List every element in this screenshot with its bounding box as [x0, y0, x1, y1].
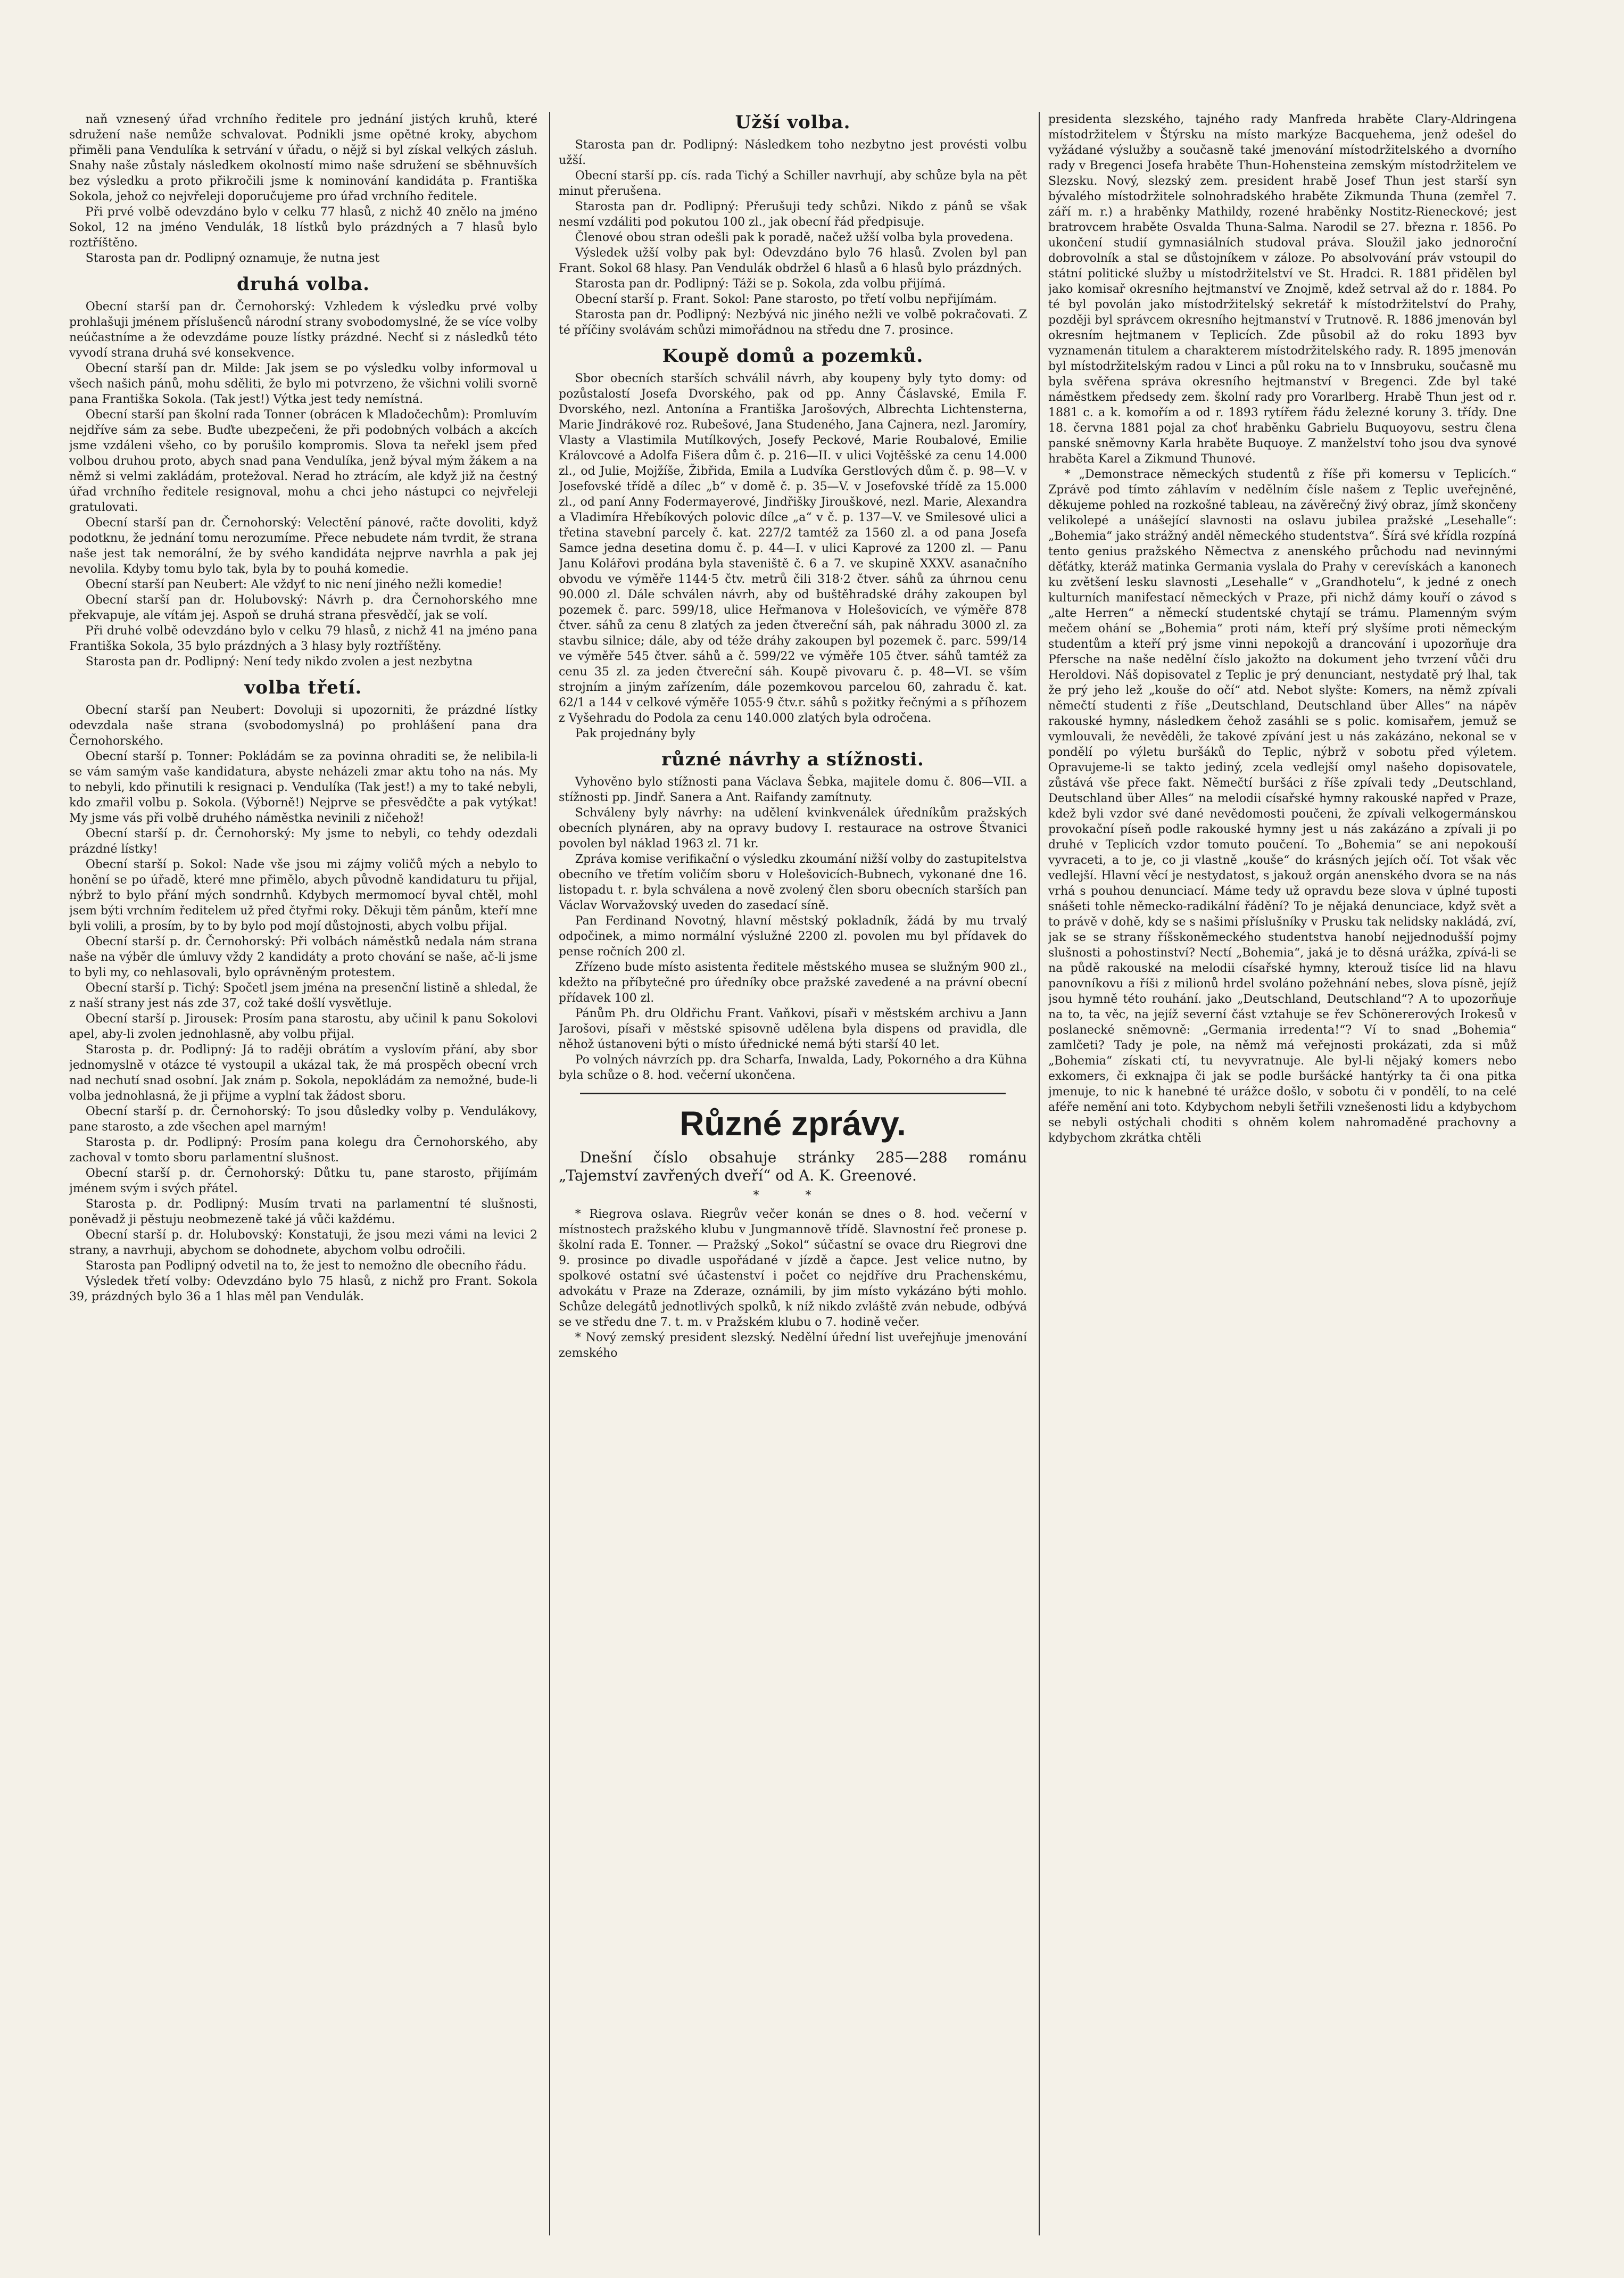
paragraph: * Riegrova oslava. Riegrův večer konán se dnes o 8. hod. večerní v místnostech pražského klubu v Jungmannově třídě. Slavnostní řeč pronese p. školní rada E. Tonner. — Pražský „Sokol“ súčastní se ovace dru Riegrovi dne 9. prosince po divadle uspořádané v jízdě a čapce. Jest velice nutno, by spolkové ostatní své účastenství i počet co nejdříve dru Prachenskému, advokátu v Praze na Zderaze, oznámili, by jim místo vykázáno býti mohlo. Schůze delegátů jednotlivých spolků, k níž nikdo zvláště zván nebude, odbývá se ve středu dne 7. t. m. v Pražském klubu o 7. hodině večer.	[559, 1208, 1027, 1329]
paragraph: Obecní starší pan dr. Milde: Jak jsem se po výsledku volby informoval u všech našich pánů, mohu sděliti, že bylo mi potvrzeno, že všichni volili svorně pana Františka Sokola. (Tak jest!) Výtka jest tedy nemístná.	[69, 362, 537, 406]
paragraph: Starosta pan dr. Podlipný: Následkem toho nezbytno jest provésti volbu užší.	[559, 138, 1027, 167]
paragraph: Obecní starší p. Sokol: Nade vše jsou mi zájmy voličů mých a nebylo to honění se po úřadě, které mne přimělo, abych původně kandidaturu tu přijal, nýbrž to bylo přání mých sondrnhů. Kdybych mermomocí byval chtěl, mohl jsem býti vrchním ředitelem už před čtyřmi roky. Děkuji těm pánům, kteří mne byli volili, a prosím, by to by bylo pod mojí důstojnosti, abych volbu přijal.	[69, 858, 537, 933]
section-heading: různé návrhy a stížnosti.	[661, 749, 924, 770]
column-2	[559, 112, 1027, 2235]
section-divider	[580, 1093, 1006, 1094]
paragraph: Obecní starší p. dr. Černohorský: My jsme to nebyli, co tehdy odezdali prázdné lístky!	[69, 827, 537, 856]
paragraph: Zpráva komise verifikační o výsledku zkoumání nižší volby do zastupitelstva obecního ve třetím voličím sboru v Holešovicích-Bubnech, vykonané dne 16. listopadu t. r. byla schválena a nově zvolený člen sboru obecních starších pan Václav Worvažovský uveden do zasedací síně.	[559, 853, 1027, 912]
paragraph: presidenta slezského, tajného rady Manfreda hraběte Clary-Aldringena místodržitelem v Štýrsku na místo markýze Bacquehema, jenž odešel do vyžádané výslužby a současně také jmenování místodržitelského a dvorního rady v Bregenci Josefa hraběte Thun-Hohensteina zemským místodržitelem ve Slezsku. Nový, slezský zem. president hrabě Josef Thun jest starší syn bývalého místodržitele solnohradského hraběte Zikmunda Thuna (zemřel 7. září m. r.) a hraběnky Mathildy, rozené hraběnky Nostitz-Rieneckové; jest bratrovcem hraběte Osvalda Thuna-Salma. Narodil se 27. března r. 1856. Po ukončení studií gymnasiálních studoval práva. Sloužil jako jednoroční dobrovolník a stal se důstojníkem v záloze. Po absolvování práv vstoupil do státní politické služby u místodržitelství ve St. Hradci. R. 1881 přidělen byl jako komisař okresního hejtmanství ve Znojmě, kdež setrval až do r. 1884. Po té byl povolán jako místodržitelský sekretář k místodržitelství do Prahy, později byl správcem okresního hejtmanství v Trutnově. R. 1886 jmenován byl okresním hejtmanem v Teplicích. Zde působil až do roku 1893 byv vyznamenán titulem a charakterem místodržitelského rady. R. 1895 jmenován byl místodržitelským radou v Linci a půl roku na to v Innsbruku, současně mu byla svěřena správa okresního hejtmanství v Bregenci. Zde byl také náměstkem předsedy zem. školní rady pro Vorarlberg. Hrabě Thun jest od r. 1881 c. a k. komořím a od r. 1893 rytířem řádu železné koruny 3. třídy. Dne 18. června 1881 pojal za choť hraběnku Gabrielu Buquoyovu, sestru člena panské sněmovny Karla hraběte Buquoye. Z manželství toho jsou dva synové hraběta Karel a Zikmund Thunové.	[1048, 113, 1517, 466]
paragraph: Výsledek třetí volby: Odevzdáno bylo 75 hlasů, z nichž pro Frant. Sokola 39, prázdných bylo 36 a 1 hlas měl pan Vendulák.	[69, 1275, 537, 1303]
paragraph: Obecní starší pan dr. Holubovský: Návrh p. dra Černohorského mne překvapuje, ale vítám jej. Aspoň se druhá strana přesvědčí, jak se volí.	[69, 593, 537, 622]
newspaper-page	[69, 112, 1580, 2235]
asterism: * *	[753, 1189, 833, 1202]
paragraph: Starosta pan dr. Podlipný oznamuje, že nutna jest	[85, 252, 380, 265]
paragraph: Pan Ferdinand Novotný, hlavní městský pokladník, žádá by mu trvalý odpočinek, a mimo normální výslužné 2200 zl. povolen mu byl přídavek do pense ročních 200 zl.	[559, 914, 1027, 959]
section-heading: Užší volba.	[735, 112, 851, 133]
paragraph: Členové obou stran odešli pak k poradě, načež užší volba byla provedena.	[575, 231, 1014, 244]
paragraph: Starosta pan Podlipný odvetil na to, že jest to nemožno dle obecního řádu.	[85, 1259, 527, 1273]
section-heading: Koupě domů a pozemků.	[662, 345, 924, 367]
paragraph: Po volných návrzích pp. dra Scharfa, Inwalda, Lady, Pokorného a dra Kühna byla schůze o 8. hod. večerní ukončena.	[559, 1053, 1027, 1082]
paragraph: Obecní starší pan dr. Černohorský: Vzhledem k výsledku prvé volby prohlašuji jménem příslušenců národní strany svobodomyslné, že se více volby neúčastníme a že odevzdáme pouze lístky prázdné. Nechť si z následků této vyvodí strana druhá své konsekvence.	[69, 300, 537, 360]
paragraph: Starosta p. dr. Podlipný: Musím trvati na parlamentní té slušnosti, poněvadž ji pěstuju neobmezeně také já vůči každému.	[69, 1198, 537, 1226]
column-1	[69, 112, 537, 2235]
paragraph: Obecní starší pan dr. Černohorský: Velectění pánové, račte dovoliti, když podotknu, že jednání tomu nerozumíme. Přece nebudete nám tvrdit, že strana naše jest tak nemorální, že by svého kandidáta nejprve navrhla a pak jej nevolila. Kdyby tomu bylo tak, byla by to pouhá komedie.	[69, 516, 537, 576]
section-heading: volba třetí.	[244, 677, 362, 698]
paragraph: naň vznesený úřad vrchního ředitele pro jednání jistých kruhů, které sdružení naše nemůže schvalovat. Podnikli jsme opětné kroky, abychom přiměli pana Vendulíka k setrvání v úřadu, o nějž si byl získal velkých zásluh. Snahy naše zůstaly následkem okolností mimo naše sdružení se sběhnuvších bez výsledku a proto přikročili jsme k nominování kandidáta p. Františka Sokola, jehož co nejvřeleji doporučujeme pro úřad vrchního ředitele.	[69, 113, 537, 203]
paragraph: Obecní starší p. Frant. Sokol: Pane starosto, po třetí volbu nepřijímám.	[575, 293, 997, 306]
paragraph: Obecní starší p. Tonner: Pokládám se za povinna ohraditi se, že nelibila-li se vám samým vaše kandidatura, abyste neházeli zmar aktu toho na nás. My to nebyli, kdo přinutili k resignaci p. Vendulíka (Tak jest!) a my to také nebyli, kdo zmařil volbu p. Sokola. (Výborně!) Nejprve se přesvědčte a pak vytýkat! My jsme vás při volbě druhého náměstka nevinili z ničehož!	[69, 750, 537, 825]
paragraph: Obecní starší p. dr. Černohorský: Důtku tu, pane starosto, přijímám jménem svým i svých přátel.	[69, 1167, 537, 1195]
paragraph: Sbor obecních starších schválil návrh, aby koupeny byly tyto domy: od pozůstalostí Josefa Dvorského, pak od pp. Anny Čáslavské, Emila F. Dvorského, nezl. Antonína a Františka Jarošových, Albrechta Lichtensterna, Marie Jindrákové roz. Rubešové, Jana Studeného, Jana Cajnera, nezl. Jaromíry, Vlasty a Vlastimila Mutílkových, Josefy Peckové, Marie Roubalové, Emilie Královcové a Adolfa Fišera dům č. p. 216—II. v ulici Vojtěšské za cenu 14.000 zl., od Julie, Mojžíše, Žibřida, Emila a Ludvíka Gerstlových dům č. p. 98—V. v Josefovské třídě a díleс „b“ v domě č. p. 35—V. v Josefovské třídě za 15.000 zl., od paní Anny Fodermayerové, Jindřišky Jirouškové, nezl. Marie, Alexandra a Vladimíra Hřebíkových polovic dílce „a“ v č. p. 137—V. ve Smilesové ulici a třetina stavební parcely č. kat. 227/2 tamtéž za 1560 zl. a od pana Josefa Samce jedna desetina domu č. p. 44—I. v ulici Kaprové za 1200 zl. — Panu Janu Kolářovi prodána byla staveniště č. 6 a 7. ve skupině XXXV. asanačního obvodu ve výměře 1144·5 čtv. metrů čili 318·2 čtver. sáhů za úhrnou cenu 90.000 zl. Dále schválen návrh, aby od buštěhradské dráhy zakoupen byl pozemek č. parc. 599/18, ulice Heřmanova v Holešovicích, ve výměře 878 čtver. sáhů za cenu 8 zlatých za jeden čtvereční sáh, pak náhradu 3000 zl. za stavbu silnice; dále, aby od téže dráhy zakoupen byl pozemek č. parc. 599/14 ve výměře 545 čtver. sáhů a č. 599/22 ve výměře 105 čtver. sáhů tamtéž za cenu 35 zl. za jeden čtvereční sáh. Koupě pivovaru č. p. 48—VI. se vším strojním a jiným zařízením, dále pozemkovou parcelou 60, zahradu č. kat. 62/1 a 144 v celkové výměře 1055·9 čtv.r. sáhů s požitky řečnými a s příhozem z Vyšehradu do Podola za cenu 140.000 zlatých byla odročena.	[559, 372, 1027, 725]
paragraph: Starosta pan dr. Podlipný: Není tedy nikdo zvolen a jest nezbytna	[85, 655, 473, 668]
paragraph: Obecní starší pan školní rada Tonner (obrácen k Mladočechům): Promluvím nejdříve sám za sebe. Buďte ubezpečeni, že při podobných volbách a akcích jsme vzdáleni všeho, co by porušilo kompromis. Slova ta neřekl jsem před volbou druhou proto, abych snad pana Vendulíka, jenž býval mým žákem a na němž si velmi zakládám, protežoval. Nerad ho ztrácím, ale když již na čestný úřad vrchního ředitele resignoval, mohu a chci jeho nástupci co nejvřeleji gratulovati.	[69, 408, 537, 514]
lead-paragraph: Dnešní číslo obsahuje stránky 285—288 románu „Tajemství zavřených dveří“ od A. K. Greenové.	[559, 1149, 1027, 1184]
paragraph: Obecní starší pan Neubert: Ale vždyť to nic není jiného nežli komedie!	[85, 578, 503, 591]
paragraph: Obecní starší p. dr. Černohorský: To jsou důsledky volby p. Vendulákovy, pane starosto, a zde všechen apel marným!	[69, 1105, 537, 1134]
big-heading: Různé zprávy.	[680, 1104, 906, 1143]
paragraph: Obecní starší p. dr. Holubovský: Konstatuji, že jsou mezi vámi na levici 2 strany, a navrhuji, abychom se dohodnete, abychom volbu odročili.	[69, 1228, 537, 1257]
section-heading: druhá volba.	[237, 274, 370, 295]
paragraph: Starosta p. dr. Podlipný: Prosím pana kolegu dra Černohorského, aby zachoval v tomto sboru parlamentní slušnost.	[69, 1136, 537, 1165]
column-3	[1048, 112, 1517, 2235]
paragraph: Při druhé volbě odevzdáno bylo v celku 79 hlasů, z nichž 41 na jméno pana Františka Sokola, 35 bylo prázdných a 3 hlasy byly roztříštěny.	[69, 624, 537, 653]
paragraph: * Nový zemský president slezský. Nedělní úřední list uveřejňuje jmenování zemského	[559, 1331, 1027, 1360]
paragraph: Obecní starší pp. cís. rada Tichý a Schiller navrhují, aby schůze byla na pět minut přerušena.	[559, 169, 1027, 198]
paragraph: Pak projednány byly	[575, 727, 695, 740]
paragraph: Obecní starší p. Tichý: Spočetl jsem jména na presenční listině a shledal, že z naší strany jest nás zde 37, což také došlí vysvětluje.	[69, 981, 537, 1010]
paragraph: Starosta pan dr. Podlipný: Nezbývá nic jiného nežli ve volbě pokračovati. Z té příčiny svolávám schůzi mimořádnou na středu dne 7. prosince.	[559, 308, 1027, 337]
paragraph: Výsledek užší volby pak byl: Odevzdáno bylo 76 hlasů. Zvolen byl pan Frant. Sokol 68 hlasy. Pan Vendulák obdržel 6 hlasů a 6 hlasů bylo prázdných.	[559, 246, 1027, 275]
paragraph: Obecní starší p. dr. Černohorský: Při volbách náměstků nedala nám strana naše na výběr dle úmluvy vždy 2 kandidáty a proto chování se naše, ač-li jsme to byli my, co nehlasovali, bylo oprávněným protestem.	[69, 935, 537, 979]
paragraph: Starosta p. dr. Podlipný: Já to raději obrátím a vyslovím přání, aby sbor jednomyslně v otázce té vystoupil a ukázal tak, že má prospěch obecní vrch nad nechutí snad osobní. Jak znám p. Sokola, nepokládám za nemožné, bude-li volba jednohlasná, že ji přijme a vyplní tak žádost sboru.	[69, 1043, 537, 1103]
paragraph: Starosta pan dr. Podlipný: Táži se p. Sokola, zda volbu přijímá.	[575, 277, 946, 291]
paragraph: Starosta pan dr. Podlipný: Přerušuji tedy schůzi. Nikdo z pánů se však nesmí vzdáliti pod pokutou 100 zl., jak obecní řád předpisuje.	[559, 200, 1027, 229]
paragraph: Zřízeno bude místo asistenta ředitele městského musea se služným 900 zl., kdežto na příbytečné pro úředníky obce pražské zavedené a na právní obecní přídavek 100 zl.	[559, 961, 1027, 1005]
paragraph: Schváleny byly návrhy: na udělení kvinkvenálek úředníkům pražských obecních plynáren, aby na opravy budovy I. restaurace na ostrove Štvanici povolen byl náklad 1963 zl. 71 kr.	[559, 806, 1027, 851]
paragraph: Obecní starší p. Jirousek: Prosím pana starostu, aby učinil k panu Sokolovi apel, aby-li zvolen jednohlasně, aby volbu přijal.	[69, 1012, 537, 1041]
paragraph: Pánům Ph. dru Oldřichu Frant. Vaňkovi, písaři v městském archivu a Jann Jarošovi, písaři v městské spisovně udělena byla dispens od pravidla, dle něhož ústanoveni býti o místo úřednické nemá býti starší 40 let.	[559, 1007, 1027, 1051]
paragraph: * „Demonstrace německých studentů z říše při komersu v Teplicích.“ Zprávě pod tímto záhlavím v nedělním čísle našem z Teplic uveřejněné, děkujeme pohled na rozkošné tableau, na závěrečný živý obraz, jímž skončeny velikolepé a unášející slavnosti na oslavu jubilea pražské „Lesehalle“: „Bohemia“ jako strážný anděl německého studentstva“. Šírá své křídla rozpíná tento genius pražského Němectva z anenského průchodu nad nevinnými děťátky, kteráž matinka Germania vyslala do Prahy v cerevískách a kanonech ku zvětšení lesku slavnosti „Lesehalle“ v „Grandhotelu“, k jedné z onech kulturních manifestací německých v Praze, při nichž dámy kouří o závod s „alte Herren“ a německí studentské chytají se trámu. Plamenným svým mečem ohání se „Bohemia“ proti nám, kteří prý slyšíme proti německým studentům a kteří prý jsme vinni nepokojů a drancování i upozorňuje dra Pfersche na naše nedělní číslo jakožto na dokument jeho tvrzení vůči dru Heroldovi. Náš dopisovatel z Teplic je prý denunciant, nestydatě prý lhal, tak že prý jeho lež „kouše do očí“ atd. Nebot slyšte: Komers, na němž zpívali němečtí studenti z říše „Deutschland, Deutschland über Alles“ na nápěv rakouské hymny, následkem čehož zasáhli se s polic. komisařem, jemuž se vymlouvali, že nevěděli, že takové zpívání jest u nás zakázáno, nekonal se v pondělí po výletu buršáků do Teplic, nýbrž v sobotu před výletem. Opravujeme-li se takto jediný, zcela vedlejší omyl našeho dopisovatele, zůstává vše přece fakt. Němečtí buršáci z říše zpívali tedy „Deutschland, Deutschland über Alles“ na melodii císařské hymny rakouské napřed v Praze, kdež byli vzdor své dané nevědomosti poučeni, že zpívali velkogermánskou provokační píseň podle rakouské hymny jest u nás zakázáno a zpívali ji po druhé v Teplicích vzdor tomuto poučení. To „Bohemia“ se ani nepokouší vyvraceti, a to je, co ji vlastně „kouše“ do krásných jejích očí. Tot však věc vedlejší. Hlavní věcí je nestydatost, s jakouž orgán anenského dvora se na nás vrhá s pouhou denunciací. Máme tedy už opravdu beze slova v úplné tuposti snášeti tohle německo-radikální řádění? To je nějaká denunciace, když svět a to právě v dohě, kdy se s našimi příslušníky v Prusku tak nelidsky nakládá, zví, jak se se strany říšskoněmeckého studentstva hanobí nejjednodušší pojmy slušnosti a pohostinství? Nectí „Bohemia“, jaká je to děsná urážka, zpívá-li se na půdě rakouské na melodii císařské hymny, kterouž tisíce lid na hlavu panovníkovu a říši z milionů hrdel svoláno požehnání nebes, slova písně, jejíž jsou hymně této rouhání. jako „Deutschland, Deutschland“? A to upozorňuje na to, ta věc, na jejíž severní část vztahuje se řev Schönererových Irokesů v poslanecké sněmovně: „Germania irredenta!“? Ví to snad „Bohemia“ zamlčeti? Tady je pole, na němž má veřejnosti prokázati, zda si můž „Bohemia“ získati ctí, tu nevyvratnuje. Ale byl-li nějaký komers nebo exkomers, či exknajpa či jak se podle buršácké hantýrky ta či ona pitka jmenuje, to nic k hanebné té urážce došlo, v sobotu či v pondělí, to na celé aféře nemění ani toto. Kdybychom nebyli šetřili vznešenosti lidu a kdybychom se nebyli ostýchali choditi s ohněm kolem nahromaděné prachovny a kdybychom zkrátka chtěli	[1048, 468, 1517, 1145]
column-rule	[1039, 112, 1040, 2235]
paragraph: Obecní starší pan Neubert: Dovoluji si upozorniti, že prázdné lístky odevzdala naše strana (svobodomyslná) po prohlášení pana dra Černohorského.	[69, 704, 537, 748]
paragraph: Vyhověno bylo stížnosti pana Václava Šebka, majitele domu č. 806—VII. a stížnosti pp. Jindř. Sanera a Ant. Raifandy zamítnuty.	[559, 775, 1027, 804]
paragraph: Při prvé volbě odevzdáno bylo v celku 77 hlasů, z nichž 40 znělo na jméno Sokol, 12 na jméno Vendulák, 18 lístků bylo prázdných a 7 hlasů bylo roztříštěno.	[69, 205, 537, 250]
column-rule	[549, 112, 550, 2235]
